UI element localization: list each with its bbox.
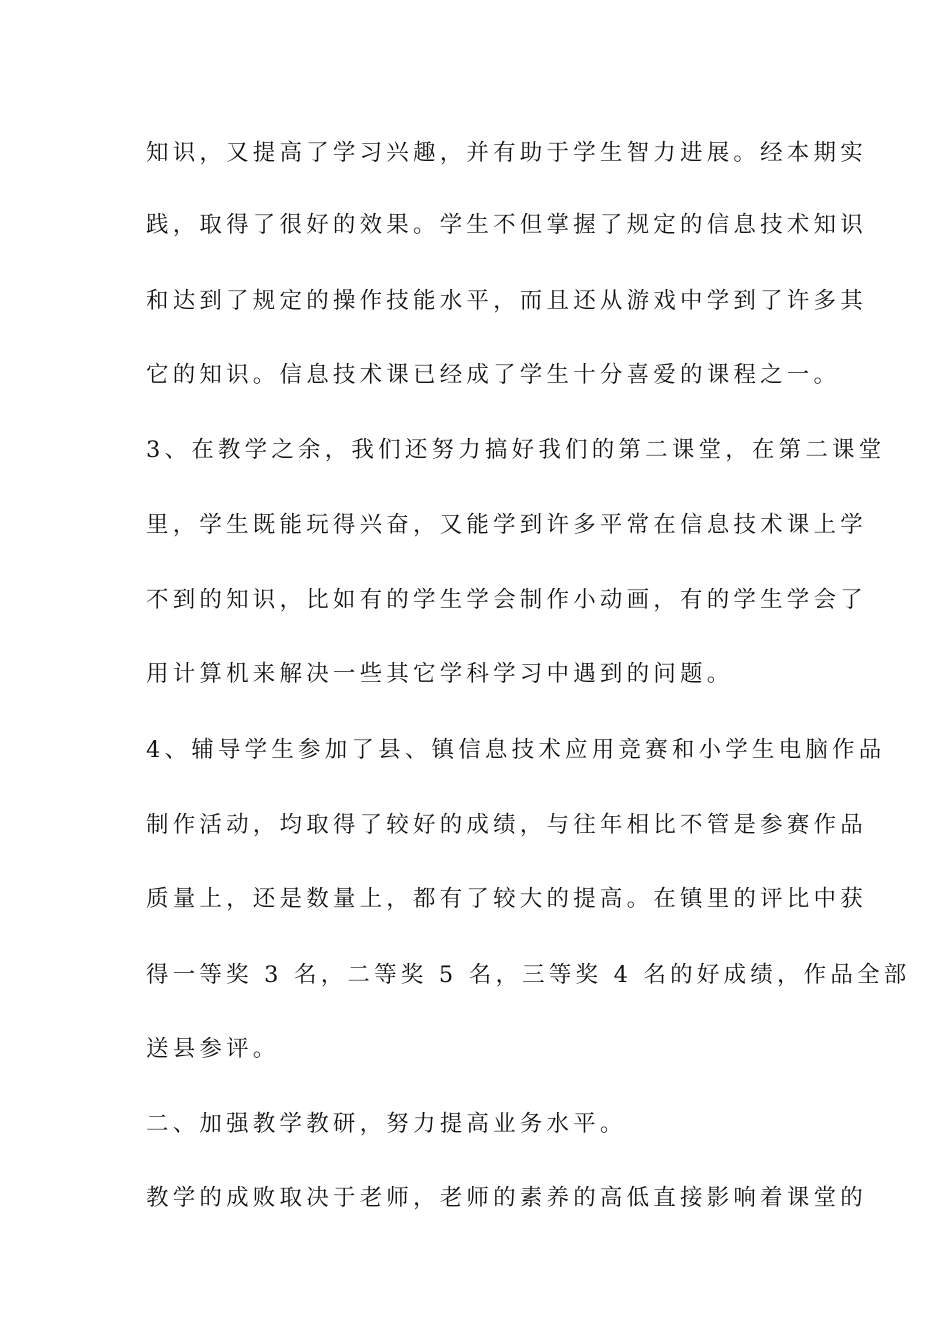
text-line: 和达到了规定的操作技能水平，而且还从游戏中学到了许多其 [146,288,867,314]
text-line: 它的知识。信息技术课已经成了学生十分喜爱的课程之一。 [146,362,841,388]
section-heading: 二、加强教学教研，努力提高业务水平。 [146,1111,627,1137]
text-line: 3、在教学之余，我们还努力搞好我们的第二课堂，在第二课堂 [146,437,886,463]
text-line: 知识，又提高了学习兴趣，并有助于学生智力进展。经本期实 [146,140,867,166]
text-line: 践，取得了很好的效果。学生不但掌握了规定的信息技术知识 [146,212,867,238]
text-line: 得一等奖 3 名，二等奖 5 名，三等奖 4 名的好成绩，作品全部 [146,962,911,988]
text-line: 4、辅导学生参加了县、镇信息技术应用竞赛和小学生电脑作品 [146,737,886,763]
text-line: 教学的成败取决于老师，老师的素养的高低直接影响着课堂的 [146,1185,867,1211]
text-line: 送县参评。 [146,1036,280,1062]
text-line: 制作活动，均取得了较好的成绩，与往年相比不管是参赛作品 [146,812,867,838]
text-line: 里，学生既能玩得兴奋，又能学到许多平常在信息技术课上学 [146,512,867,538]
text-line: 质量上，还是数量上，都有了较大的提高。在镇里的评比中获 [146,886,867,912]
text-line: 不到的知识，比如有的学生学会制作小动画，有的学生学会了 [146,587,867,613]
text-line: 用计算机来解决一些其它学科学习中遇到的问题。 [146,661,734,687]
